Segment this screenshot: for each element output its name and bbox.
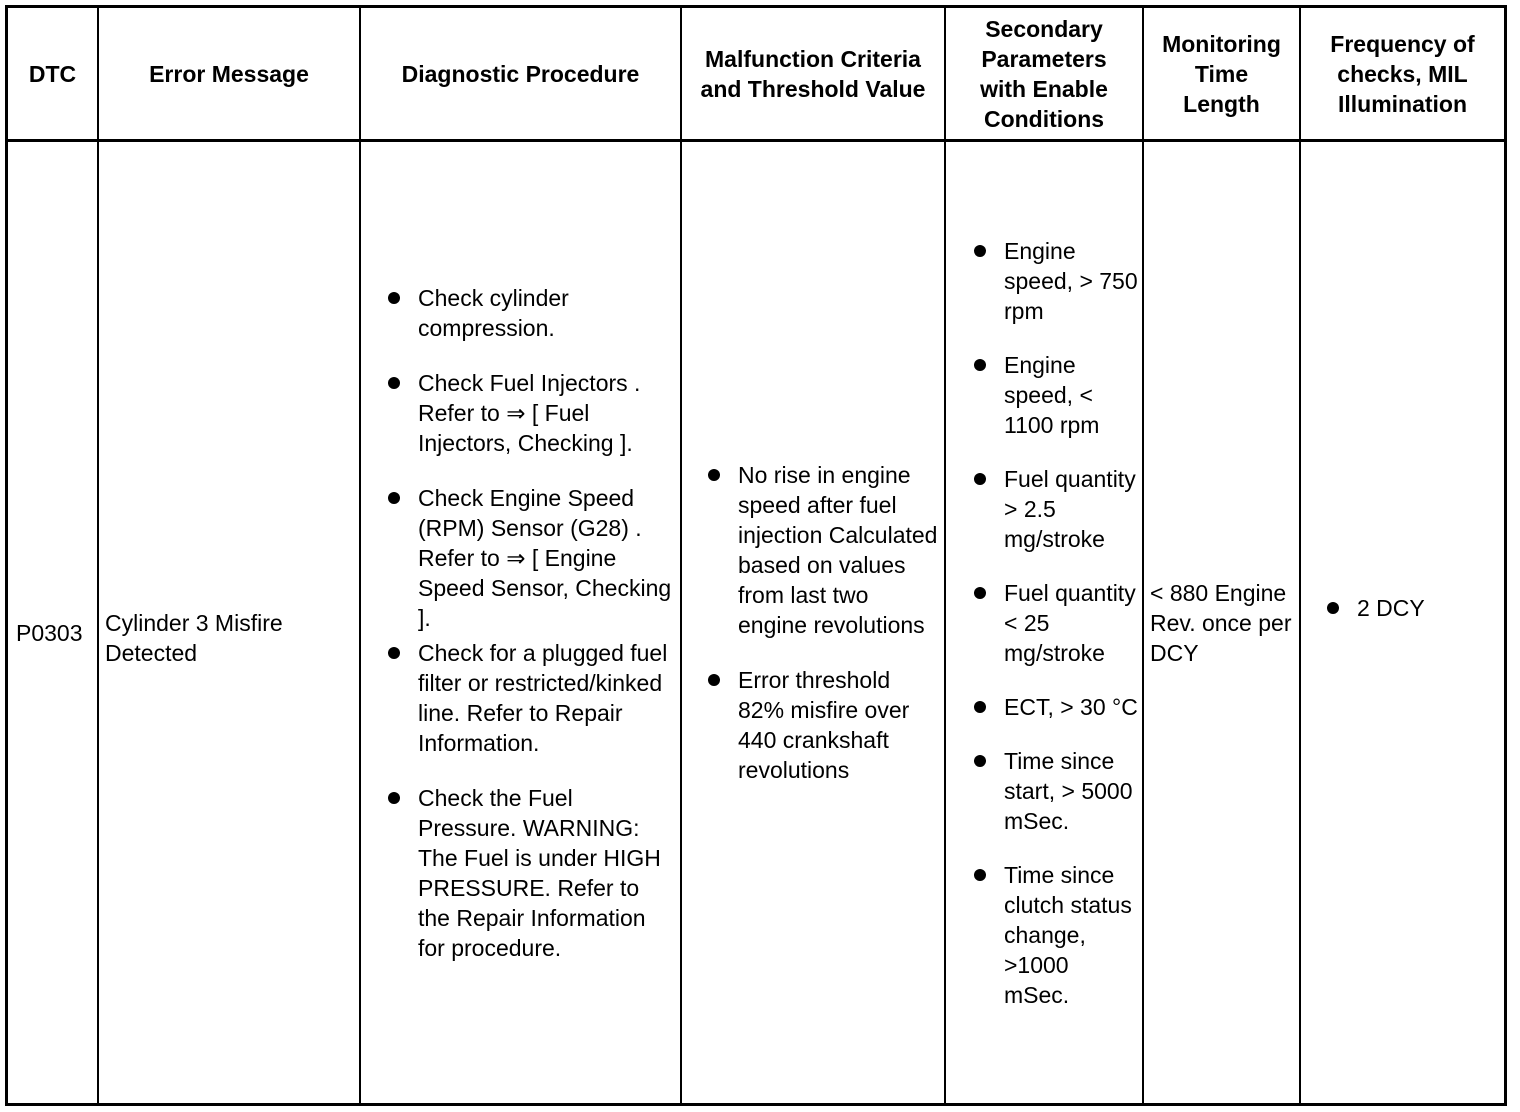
bullet-icon xyxy=(974,755,986,767)
list-item: 2 DCY xyxy=(1323,593,1498,623)
header-monitoring-time: Monitoring Time Length xyxy=(1162,30,1281,117)
cell-dtc xyxy=(8,142,97,1103)
bullet-icon xyxy=(974,587,986,599)
error-message-text: Cylinder 3 Misfire Detected xyxy=(105,609,283,666)
header-malfunction-criteria: Malfunction Criteria and Threshold Value xyxy=(700,45,926,102)
bullet-icon xyxy=(388,377,400,389)
bullet-icon xyxy=(974,245,986,257)
list-item: Check Engine Speed (RPM) Sensor (G28) . Refer to ⇒ [ Engine Speed Sensor, Checking ]. xyxy=(384,483,672,633)
monitoring-time-text: < 880 Engine Rev. once per DCY xyxy=(1150,579,1292,666)
header-error-message: Error Message xyxy=(149,60,309,87)
diagnostic-table xyxy=(5,5,1507,1106)
list-item: Check the Fuel Pressure. WARNING: The Fuel is under HIGH PRESSURE. Refer to the Repair Information for procedure. xyxy=(384,783,672,963)
list-item: ECT, > 30 °C xyxy=(970,692,1138,722)
header-dtc: DTC xyxy=(28,60,77,87)
malfunction-criteria-list xyxy=(704,460,940,785)
cell-error-message xyxy=(99,142,359,1103)
bullet-icon xyxy=(388,492,400,504)
list-item: Check for a plugged fuel filter or restricted/kinked line. Refer to Repair Information. xyxy=(384,638,672,758)
frequency-list xyxy=(1323,593,1498,623)
cell-monitoring-time xyxy=(1144,142,1299,1103)
cell-malfunction-criteria xyxy=(682,142,944,1103)
secondary-parameters-list xyxy=(970,236,1138,1010)
list-item: No rise in engine speed after fuel injection Calculated based on values from last two engine revolutions xyxy=(704,460,940,640)
cell-diagnostic-procedure xyxy=(361,142,680,1103)
diagnostic-procedure-list xyxy=(384,283,672,963)
cell-secondary-parameters xyxy=(946,142,1142,1103)
header-diagnostic-procedure: Diagnostic Procedure xyxy=(401,60,640,87)
bullet-icon xyxy=(708,674,720,686)
bullet-icon xyxy=(1327,602,1339,614)
list-item: Fuel quantity < 25 mg/stroke xyxy=(970,578,1138,668)
bullet-icon xyxy=(974,473,986,485)
list-item: Fuel quantity > 2.5 mg/stroke xyxy=(970,464,1138,554)
bullet-icon xyxy=(708,469,720,481)
list-item: Time since clutch status change, >1000 mSec. xyxy=(970,860,1138,1010)
list-item: Error threshold 82% misfire over 440 crankshaft revolutions xyxy=(704,665,940,785)
bullet-icon xyxy=(974,869,986,881)
cell-frequency xyxy=(1301,142,1504,1103)
bullet-icon xyxy=(388,792,400,804)
header-secondary-parameters: Secondary Parameters with Enable Conditions xyxy=(980,15,1108,132)
bullet-icon xyxy=(974,359,986,371)
header-frequency: Frequency of checks, MIL Illumination xyxy=(1330,30,1475,117)
list-item: Check Fuel Injectors . Refer to ⇒ [ Fuel Injectors, Checking ]. xyxy=(384,368,672,458)
list-item: Engine speed, < 1100 rpm xyxy=(970,350,1138,440)
list-item: Time since start, > 5000 mSec. xyxy=(970,746,1138,836)
dtc-code: P0303 xyxy=(16,619,83,646)
list-item: Check cylinder compression. xyxy=(384,283,672,343)
bullet-icon xyxy=(388,292,400,304)
bullet-icon xyxy=(388,647,400,659)
bullet-icon xyxy=(974,701,986,713)
list-item: Engine speed, > 750 rpm xyxy=(970,236,1138,326)
